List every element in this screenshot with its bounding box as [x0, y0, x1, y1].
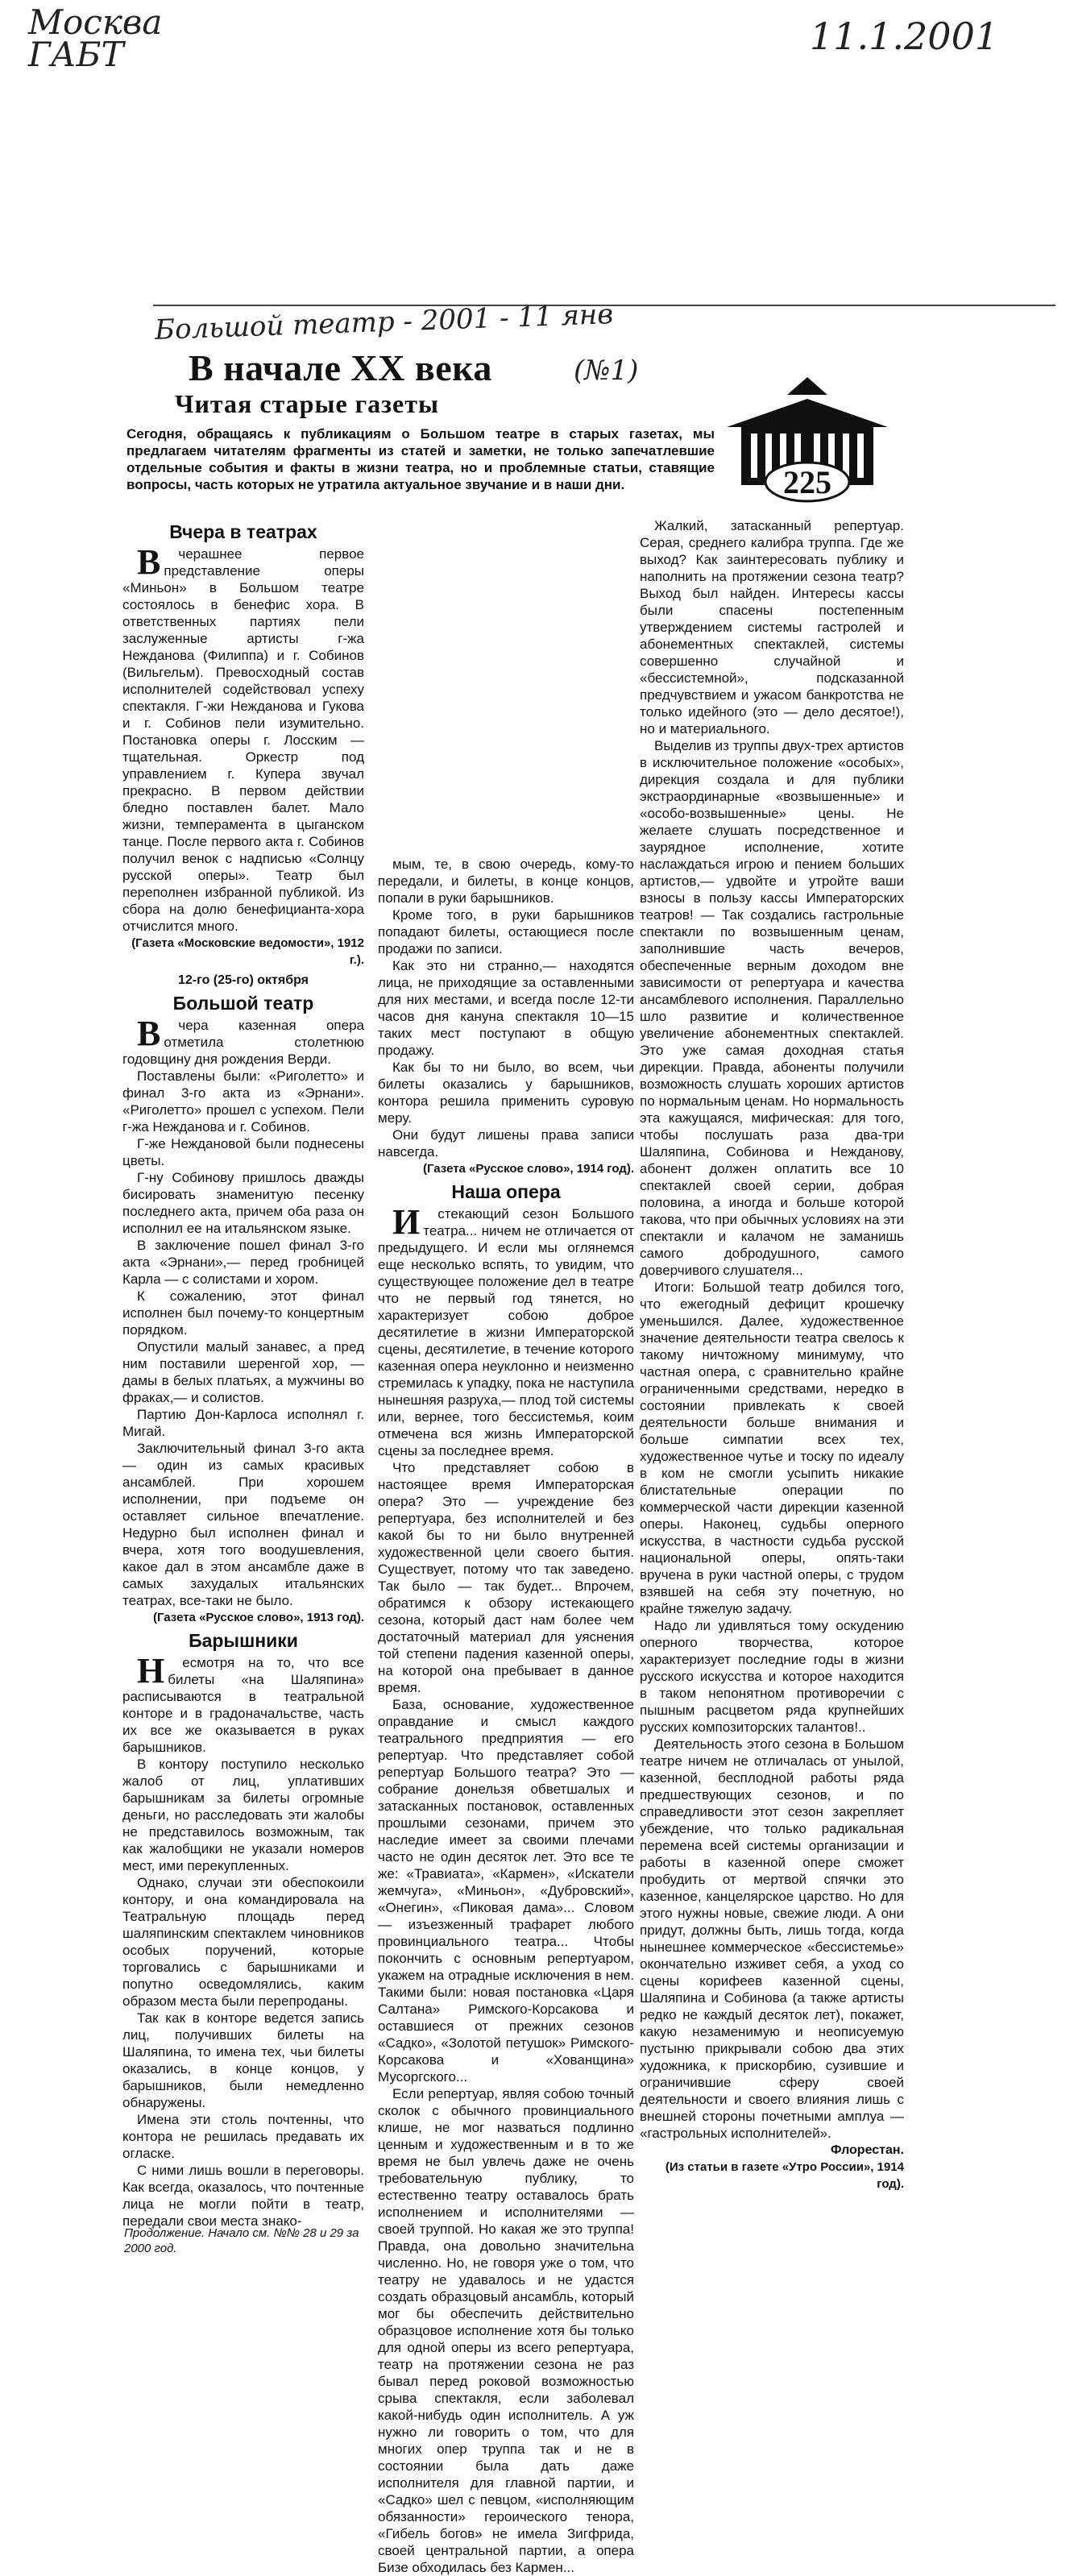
- paragraph: Поставлены были: «Риголетто» и финал 3-го акта из «Эрнани». «Риголетто» прошел с успехом. Пели г-жа Нежданова и г. Собинов.: [122, 1068, 364, 1135]
- paragraph: Партию Дон-Карлоса исполнял г. Мигай.: [122, 1407, 364, 1439]
- handwritten-note-over-title: Большой театр - 2001 - 11 янв: [154, 298, 614, 346]
- paragraph: База, основание, художественное оправдание и смысл каждого театрального предприятия — его репертуар. Что представляет собой репертуар Большого театра? Это — собрание донельзя обветшалых и затасканных постановок, оставленных прошлыми сезонами, причем это наследие имеет за своими плечами часто не один десяток лет. Это все те же: «Травиата», «Кармен», «Искатели жемчуга», «Миньон», «Дубровский», «Онегин», «Пиковая дама»... Словом — изъезженный трафарет любого провинциального театра... Чтобы покончить с основным репертуаром, укажем на отрадные исключения в нем. Такими были: новая постановка «Царя Салтана» Римского-Корсакова и оставшиеся от прежних сезонов «Садко», «Золотой петушок» Римского-Корсакова и «Хованщина» Мусоргского...: [378, 1697, 634, 2084]
- drop-cap: В: [137, 542, 161, 582]
- paragraph: Г-ну Собинову пришлось дважды бисировать знаменитую песенку последнего акта, причем оба раза он исполнил ее на итальянском языке.: [122, 1170, 364, 1236]
- paragraph: есмотря на то, что все билеты «на Шаляпина» расписываются в театральной конторе и в градоначальстве, часть их все же оказывается в руках барышников.: [122, 1655, 364, 1755]
- source-citation: (Из статьи в газете «Утро России», 1914 год).: [665, 2160, 904, 2191]
- paragraph: черашнее первое представление оперы «Миньон» в Большом театре состоялось в бенефис хора. В ответственных партиях пели заслуженные артисты г-жа Нежданова (Филиппа) и г. Собинов (Вильгельм). Превосходный состав исполнителей содействовал успеху спектакля. Г-жи Нежданова и Гукова и г. Собинов пели изумительно. Постановка оперы г. Лосским — тщательная. Оркестр под управлением г. Купера звучал прекрасно. В первом действии бледно поставлен балет. Мало жизни, темперамента в цыганском танце. После первого акта г. Собинов получил венок с надписью «Солнцу русской оперы». Театр был переполнен избранной публикой. Из сбора на долю бенефицианта-хора отчислится много.: [122, 546, 364, 934]
- paragraph: Г-же Неждановой были поднесены цветы.: [122, 1136, 364, 1168]
- column-2: [378, 856, 634, 2576]
- article-title: В начале XX века: [189, 347, 492, 388]
- paragraph: чера казенная опера отметила столетнюю годовщину дня рождения Верди.: [122, 1018, 364, 1067]
- paragraph: Они будут лишены права записи навсегда.: [378, 1127, 634, 1159]
- paragraph: Как бы то ни было, во всем, чьи билеты оказались у барышников, контора решила применить суровую меру.: [378, 1060, 634, 1126]
- source-citation: (Газета «Русское слово», 1913 год).: [152, 1611, 364, 1624]
- source-citation: (Газета «Русское слово», 1914 год).: [422, 1162, 634, 1176]
- section-heading-yesterday: Вчера в театрах: [169, 521, 317, 542]
- paragraph: Однако, случаи эти обеспокоили контору, и она командировала на Театральную площадь перед шаляпинским спектаклем чиновников особых поручений, которые торговались с барышниками и попутно осведомлялись, каким образом места были перепроданы.: [122, 1875, 364, 2009]
- section-heading-scalpers: Барышники: [189, 1630, 298, 1651]
- section-heading-bolshoi: Большой театр: [172, 993, 314, 1014]
- paragraph: Опустили малый занавес, а пред ним поставили шеренгой хор, — дамы в белых платьях, а мужчины во фраках,— и солистов.: [122, 1339, 364, 1405]
- section-heading-our-opera: Наша опера: [451, 1181, 561, 1202]
- bolshoi-theatre-emblem-icon: [711, 371, 904, 504]
- drop-cap: Н: [137, 1651, 165, 1690]
- paragraph: Заключительный финал 3-го акта — один из самых красивых ансамблей. При хорошем исполнении, при подъеме он оставляет сильное впечатление. Недурно был исполнен финал и вчера, хотя того воодушевления, какое дал в этом ансамбле даже в самых захудалых итальянских театрах, все-таки не было.: [122, 1441, 364, 1608]
- column-1: [122, 517, 364, 2230]
- paragraph: мым, те, в свою очередь, кому-то передали, и билеты, в конце концов, попали в руки барышников.: [378, 857, 634, 906]
- paragraph: Деятельность этого сезона в Большом театре ничем не отличалась от унылой, казенной, бесплодной работы ряда предшествующих сезонов, и по справедливости этот сезон закрепляет убеждение, что только радикальная перемена всей системы организации и работы в казенной опере сможет пробудить от мертвой спячки это казенное, канцелярское царство. Но для этого нужны новые, свежие люди. А они придут, должны быть, лишь тогда, когда нынешнее коммерческое «бессистемье» окончательно изживет себя, а уход со сцены корифеев казенной сцены, Шаляпина и Собинова (а также артисты редко не каждый десяток лет), покажет, какую незаменимую и неописуемую пустыню прикрывали собою два этих художника, к прискорбию, сузившие и ограничившие сферу своей деятельности и своего влияния лишь с внешней стороны почетными амплуа — «гастрольных исполнителей».: [640, 1736, 904, 2141]
- paragraph: Выделив из труппы двух-трех артистов в исключительное положение «особых», дирекция создала и для публики экстраординарные «возвышенные» и «особо-возвышенные» цены. Не желаете слушать посредственное и заурядное исполнение, хотите наслаждаться игрою и пением больших артистов,— удвойте и утройте ваши взносы в пользу кассы Императорских театров! — Так создались гастрольные спектакли по возвышенным ценам, заполнившие часть вечеров, обеспеченные верным доходом вне зависимости от репертуара и качества ансамблевого исполнения. Параллельно шло развитие и количественное увеличение абонементных спектаклей. Это уже самая доходная статья дирекции. Правда, абоненты получили возможность слушать хороших артистов по нормальным ценам. Но нормальность эта кажущаяся, мифическая: для того, чтобы послушать раза два-три Шаляпина, Собинова и Нежданову, абонент должен оплатить все 10 спектаклей своей серии, добрая половина, а иногда и больше которой такова, что при обычных условиях на эти спектакли и калачом не заманишь самого добродушного, самого доверчивого слушателя...: [640, 738, 904, 1278]
- paragraph: Надо ли удивляться тому оскудению оперного творчества, которое характеризует последние годы в жизни русского искусства и которое находится в таком непонятном противоречии с пышным расцветом ряда крупнейших русских композиторских талантов!..: [640, 1618, 904, 1735]
- paragraph: Жалкий, затасканный репертуар. Серая, среднего калибра труппа. Где же выход? Как заинтересовать публику и наполнить на протяжении сезона театр? Выход был найден. Интересы кассы были спасены постепенным утверждением системы гастролей и абонементных спектаклей, системы совершенно случайной и «бессистемной», подсказанной предчувствием и ужасом банкротства не только идейного (это — дело десятое!), но и материального.: [640, 518, 904, 736]
- paragraph: Как это ни странно,— находятся лица, не приходящие за оставленными для них местами, и всегда после 12-ти часов дня кануна спектакля 10—15 таких мест поступают в общую продажу.: [378, 958, 634, 1058]
- handwritten-title-mark: (№1): [574, 355, 639, 387]
- newspaper-clipping: [122, 298, 1057, 2575]
- paragraph: С ними лишь вошли в переговоры. Как всегда, оказалось, что почтенные лица не могли пойти в театр, передали свои места знако-: [122, 2163, 364, 2229]
- paragraph: Что представляет собою в настоящее время Императорская опера? Это — учреждение без репертуара, без исполнителей и без какой бы то ни было внутренней художественной цели своего бытия. Существует, потому что так заведено. Так было — так будет... Впрочем, обратимся к обзору истекающего сезона, который даст нам более чем достаточный материал для уяснения той степени падения казенной оперы, на которой она пребывает в данное время.: [378, 1460, 634, 1695]
- article-lead: Сегодня, обращаясь к публикациям о Большом театре в старых газетах, мы предлагаем читателям фрагменты из статей и заметки, не только запечатлевшие отдельные события и факты в жизни театра, но и проблемные статьи, ставящие вопросы, часть которых не утратила актуальное звучание и в наши дни.: [126, 426, 715, 492]
- source-citation: (Газета «Московские ведомости», 1912 г.).: [131, 936, 364, 967]
- continuation-note: Продолжение. Начало см. №№ 28 и 29 за 2000 год.: [124, 2226, 359, 2255]
- paragraph: К сожалению, этот финал исполнен был почему-то концертным порядком.: [122, 1288, 364, 1338]
- handwritten-note-top-left: Москва ГАБТ: [28, 2, 163, 74]
- paragraph: стекающий сезон Большого театра... ничем не отличается от предыдущего. И если мы оглянемся еще несколько вспять, то увидим, что существующее положение дел в театре что не первый год тянется, но характеризует собою доброе десятилетие в жизни Императорской сцены, десятилетие, в течение которого казенная опера неуклонно и неизменно стремилась к упадку, пока не наступила нынешняя разруха,— плод той системы или, вернее, того бессистемья, коим отмечена вся жизнь Императорской сцены за последнее время.: [378, 1206, 634, 1458]
- paragraph: Если репертуар, являя собою точный сколок с обычного провинциального клише, не мог назваться подлинно ценным и художественным и в то же время не был увлечь даже не очень требовательную публику, то естественно театру оставалось брать исполнением и исполнителями — своей труппой. Но какая же это труппа! Правда, она довольно значительна численно. Но, не говоря уже о том, что театру не удавалось и не удастся создать образцовый ансамбль, который мог бы обеспечить действительно образцовое исполнение хотя бы только для одной оперы из всего репертуара, театр на протяжении сезона не раз бывал перед роковой возможностью срыва спектакля, если заболевал какой-нибудь один исполнитель. А уж нужно ли говорить о том, что для многих опер труппа так и не в состоянии была дать даже исполнителя для главной партии, и «Садко» шел с певцом, «исполняющим обязанности» героического тенора, «Гибель богов» не имела Зигфрида, своей центральной партии, а опера Бизе обходилась без Кармен...: [378, 2086, 634, 2575]
- article-subtitle: Читая старые газеты: [175, 389, 439, 418]
- handwritten-date: 11.1.2001: [810, 15, 999, 58]
- paragraph: Так как в конторе ведется запись лиц, получивших билеты на Шаляпина, то имена тех, чьи билеты оказались, в конце концов, у барышников, были немедленно обнаружены.: [122, 2010, 364, 2110]
- author-signature: Флорестан.: [830, 2143, 904, 2157]
- column-3: [640, 517, 904, 2192]
- paragraph: Кроме того, в руки барышников попадают билеты, остающиеся после продажи по записи.: [378, 907, 634, 956]
- paragraph: Итоги: Большой театр добился того, что ежегодный дефицит крошечку уменьшился. Далее, художественное значение деятельности театра свелось к такому ничтожному минимуму, что частная опера, с сравнительно крайне ограниченными средствами, нередко в состоянии привлекать к своей деятельности больше внимания и больше симпатии всех тех, художественное чутье и тоску по идеалу в ком не смогли усыпить никакие блистательные операции по коммерческой части дирекции казенной оперы. Наконец, судьбы оперного искусства, в частности судьба русской национальной оперы, опять-таки вручена в руки частной оперы, с трудом взявшей на себя эту почетную, но крайне тяжелую задачу.: [640, 1280, 904, 1616]
- paragraph: В контору поступило несколько жалоб от лиц, уплативших барышникам за билеты огромные деньги, но расследовать эти жалобы не представилось возможным, так как жалобщики не указали номеров мест, ими перекупленных.: [122, 1757, 364, 1873]
- drop-cap: В: [137, 1014, 161, 1053]
- drop-cap: И: [392, 1202, 421, 1242]
- emblem-number: 225: [783, 464, 831, 500]
- paragraph: В заключение пошел финал 3-го акта «Эрнани»,— перед гробницей Карла — с солистами и хором.: [122, 1238, 364, 1287]
- paragraph: Имена эти столь почтенны, что контора не решилась предавать их огласке.: [122, 2112, 364, 2161]
- dateline: 12-го (25-го) октября: [178, 973, 309, 987]
